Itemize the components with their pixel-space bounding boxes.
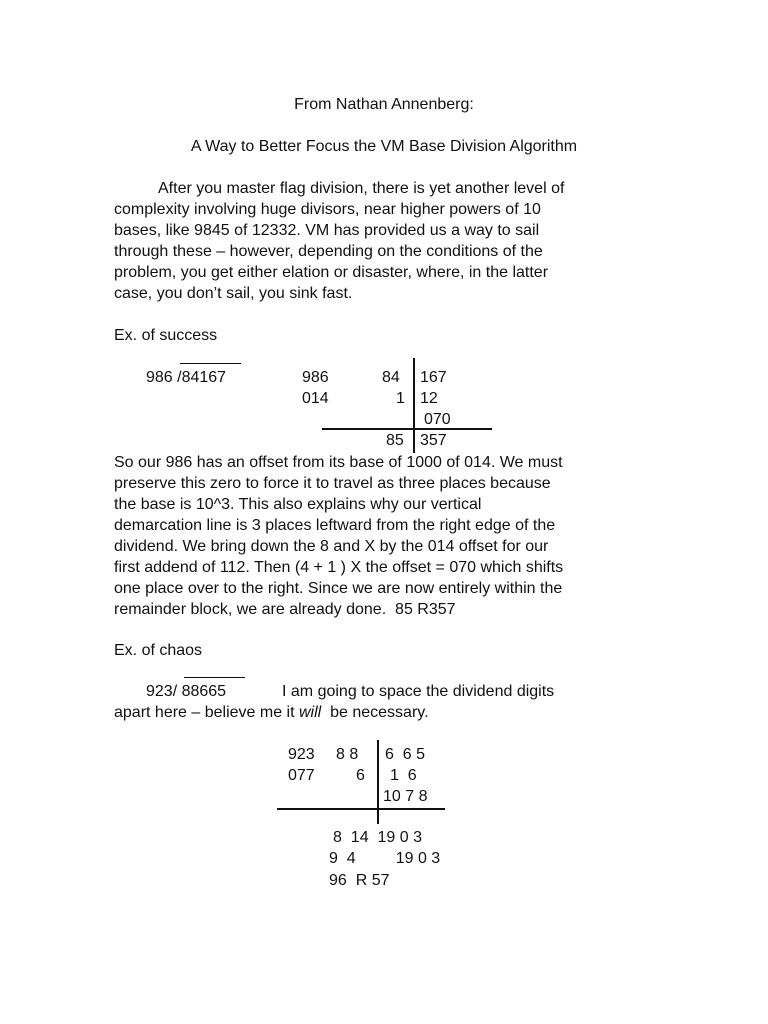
division-bar bbox=[180, 363, 241, 364]
document-title: A Way to Better Focus the VM Base Division Algorithm bbox=[190, 138, 578, 155]
sum-line bbox=[277, 808, 445, 810]
quotient-digits: 84 bbox=[382, 369, 400, 386]
remainder-digits: 10 7 8 bbox=[383, 788, 428, 805]
divisor: 986 bbox=[302, 369, 329, 386]
sum-line bbox=[322, 428, 492, 430]
intro-line: complexity involving huge divisors, near higher powers of 10 bbox=[114, 201, 541, 218]
division-problem: 923/ 88665 bbox=[146, 683, 227, 700]
example-heading: Ex. of chaos bbox=[114, 642, 203, 659]
remainder-digits: 1 6 bbox=[390, 767, 417, 784]
remainder-result: 357 bbox=[420, 432, 447, 449]
division-bar bbox=[184, 677, 245, 678]
intro-line: After you master flag division, there is yet another level of bbox=[158, 180, 565, 197]
explanation-line: demarcation line is 3 places leftward from the right edge of the bbox=[114, 517, 556, 534]
divisor: 923 bbox=[288, 746, 315, 763]
working-line: 8 14 19 0 3 bbox=[333, 829, 422, 846]
remainder-digits: 12 bbox=[420, 390, 438, 407]
note-text-plain: apart here – believe me it bbox=[114, 704, 299, 721]
offset: 014 bbox=[302, 390, 329, 407]
example-heading: Ex. of success bbox=[114, 327, 218, 344]
final-answer: 96 R 57 bbox=[329, 872, 390, 889]
demarcation-line bbox=[377, 740, 379, 824]
remainder-digits: 167 bbox=[420, 369, 447, 386]
intro-line: problem, you get either elation or disaster, where, in the latter bbox=[114, 264, 549, 281]
note-text-plain: be necessary. bbox=[321, 704, 429, 721]
explanation-line: one place over to the right. Since we are now entirely within the bbox=[114, 580, 563, 597]
explanation-line: So our 986 has an offset from its base of 1000 of 014. We must bbox=[114, 454, 563, 471]
intro-line: case, you don’t sail, you sink fast. bbox=[114, 285, 353, 302]
explanation-line: dividend. We bring down the 8 and X by the 014 offset for our bbox=[114, 538, 549, 555]
quotient-result: 85 bbox=[386, 432, 404, 449]
explanation-line: the base is 10^3. This also explains why our vertical bbox=[114, 496, 482, 513]
intro-line: through these – however, depending on the conditions of the bbox=[114, 243, 543, 260]
offset: 077 bbox=[288, 767, 315, 784]
working-line: 9 4 19 0 3 bbox=[329, 850, 441, 867]
quotient-digits: 6 bbox=[356, 767, 365, 784]
explanation-line: preserve this zero to force it to travel as three places because bbox=[114, 475, 551, 492]
division-problem: 986 /84167 bbox=[146, 369, 227, 386]
explanation-line: first addend of 112. Then (4 + 1 ) X the offset = 070 which shifts bbox=[114, 559, 564, 576]
remainder-digits: 6 6 5 bbox=[385, 746, 426, 763]
note-text: I am going to space the dividend digits bbox=[282, 683, 555, 700]
attribution-line: From Nathan Annenberg: bbox=[294, 96, 474, 113]
note-text-emphasis: will bbox=[299, 704, 322, 721]
intro-line: bases, like 9845 of 12332. VM has provided us a way to sail bbox=[114, 222, 540, 239]
demarcation-line bbox=[413, 358, 415, 453]
quotient-digits: 8 8 bbox=[336, 746, 359, 763]
note-text bbox=[114, 704, 429, 722]
remainder-digits: 070 bbox=[424, 411, 451, 428]
quotient-digits: 1 bbox=[396, 390, 405, 407]
explanation-line: remainder block, we are already done. 85 R357 bbox=[114, 601, 456, 618]
